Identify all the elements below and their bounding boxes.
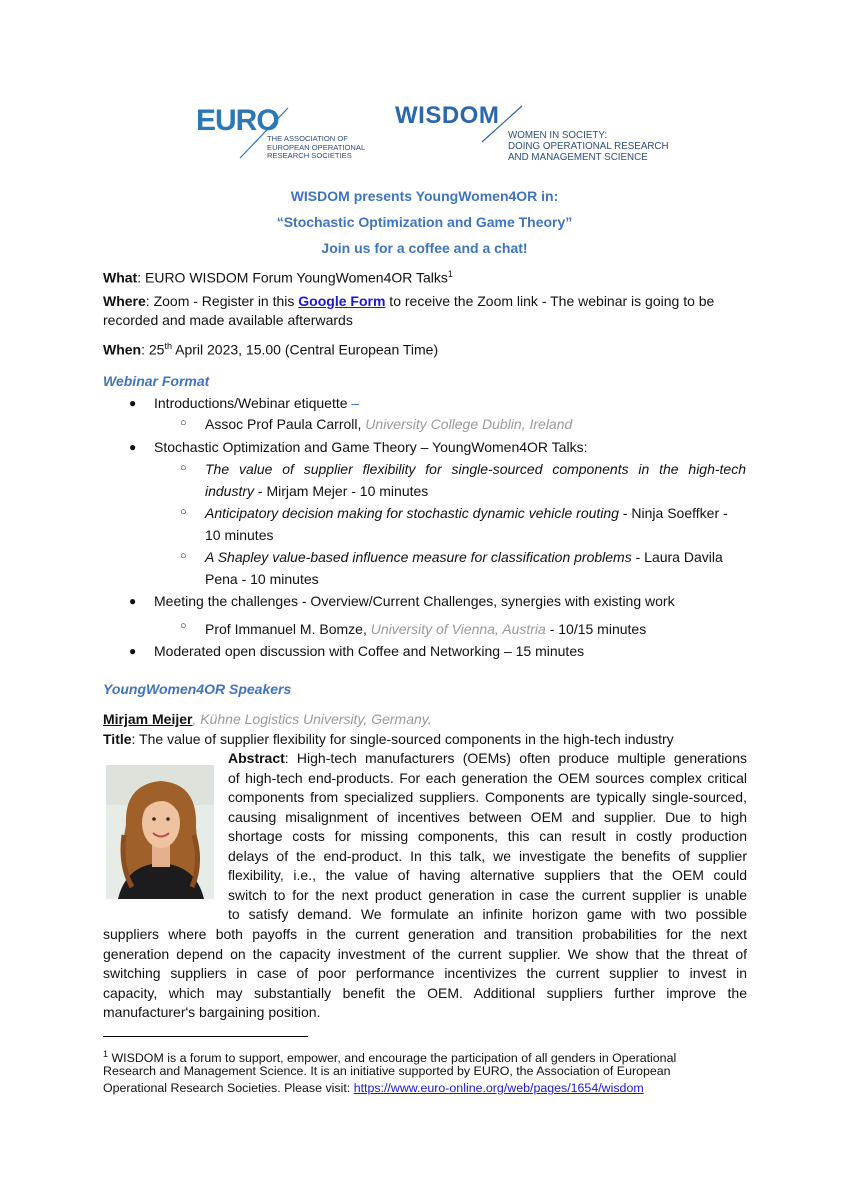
heading-line-1: WISDOM presents YoungWomen4OR in: <box>290 188 559 204</box>
euro-logo-subtitle: THE ASSOCIATION OF EUROPEAN OPERATIONAL RESEARCH SOCIETIES <box>267 134 366 161</box>
where-label: Where <box>103 293 146 309</box>
webinar-format-title: Webinar Format <box>103 373 210 389</box>
when-label: When <box>103 341 142 358</box>
what-line <box>103 265 453 288</box>
euro-logo-word: EURO <box>196 104 279 137</box>
footnote-line-2: Research and Management Science. It is an initiative supported by EURO, the Association of European <box>103 1064 671 1078</box>
speaker-affiliation: , Kühne Logistics University, Germany. <box>192 711 432 727</box>
footnote-divider <box>103 1036 308 1037</box>
what-value: : EURO WISDOM Forum YoungWomen4OR Talks <box>137 269 448 286</box>
challenges-speaker: Prof Immanuel M. Bomze, University of Vienna, Austria - 10/15 minutes <box>205 621 647 637</box>
speakers-title: YoungWomen4OR Speakers <box>103 681 292 697</box>
talk-title-line: Title: The value of supplier flexibility for single-sourced components in the high-tech industry <box>103 731 674 747</box>
circle-bullet-icon: ○ <box>180 550 187 562</box>
bullet-icon: ● <box>129 440 137 454</box>
circle-bullet-icon: ○ <box>180 462 187 474</box>
wisdom-logo-subtitle: WOMEN IN SOCIETY: DOING OPERATIONAL RESEARCH AND MANAGEMENT SCIENCE <box>508 130 669 163</box>
bullet-icon: ● <box>129 594 137 608</box>
agenda-intro: Introductions/Webinar etiquette – <box>154 395 360 411</box>
talk-2-line-2: 10 minutes <box>205 527 274 543</box>
where-pre: : Zoom - Register in this <box>145 293 299 309</box>
abstract-label: Abstract <box>228 750 285 766</box>
what-label: What <box>103 269 138 286</box>
circle-bullet-icon: ○ <box>180 506 187 518</box>
footnote-ref: 1 <box>447 269 453 279</box>
abstract-full: suppliers where both payoffs in the current generation and transition probabilities for the next generation depend on the capacity investment of the current supplier. We show that the threat of switching suppliers in case of poor performance incentivizes the current supplier to invest in capacity, which may substantially benefit the OEM. Additional suppliers further improve the manufacturer's bargaining position. <box>103 926 747 1020</box>
bullet-icon: ● <box>129 396 137 410</box>
when-sup: th <box>164 341 172 351</box>
talk-1-rest: industry - Mirjam Mejer - 10 minutes <box>205 483 429 499</box>
agenda-challenges: Meeting the challenges - Overview/Current Challenges, synergies with existing work <box>154 593 675 609</box>
where-line-2: recorded and made available afterwards <box>103 312 353 328</box>
when-line <box>103 337 438 360</box>
where-line <box>103 292 714 311</box>
agenda-discussion: Moderated open discussion with Coffee and Networking – 15 minutes <box>154 643 585 659</box>
agenda-talks: Stochastic Optimization and Game Theory – YoungWomen4OR Talks: <box>154 439 588 455</box>
heading-line-3: Join us for a coffee and a chat! <box>321 240 528 256</box>
talk-3-line-2: Pena - 10 minutes <box>205 571 319 587</box>
when-post: April 2023, 15.00 (Central European Time) <box>171 341 439 358</box>
google-form-link[interactable]: Google Form <box>298 293 386 309</box>
bullet-icon: ● <box>129 644 137 658</box>
where-post: to receive the Zoom link - The webinar is going to be <box>385 293 715 309</box>
speaker-name-line <box>103 710 432 730</box>
circle-bullet-icon: ○ <box>180 620 187 632</box>
speaker-photo <box>106 765 214 899</box>
wisdom-url-link[interactable]: https://www.euro-online.org/web/pages/1654/wisdom <box>353 1081 644 1095</box>
talk-3: A Shapley value-based influence measure for classification problems - Laura Davila <box>205 549 723 565</box>
talk-2: Anticipatory decision making for stochastic dynamic vehicle routing - Ninja Soeffker - <box>205 505 728 521</box>
when-pre: : 25 <box>141 341 165 358</box>
abstract-side: Abstract: High-tech manufacturers (OEMs) often produce multiple generations of high-tech end-products. For each generation the OEM sources complex critical components from specialized suppliers. Components are typically single-sourced, causing misalignment of incentives between OEM and supplier. Due to high shortage costs for missing components, this can result in costly production delays of the end-product. In this talk, we investigate the benefits of supplier flexibility, i.e., the value of having alternative suppliers that the OEM could switch to for the next product generation in case the current supplier is unable to satisfy demand. We formulate an infinite horizon game with two possible <box>228 750 747 922</box>
talk-1-title: The value of supplier flexibility for single-sourced components in the high-tech <box>205 461 746 477</box>
footnote-line-1: $^1$ WISDOM is a forum to support, empower, and encourage the participation of all genders in Operational <box>103 1049 677 1066</box>
intro-speaker: Assoc Prof Paula Carroll, University College Dublin, Ireland <box>205 416 573 432</box>
wisdom-logo-word: WISDOM <box>395 102 500 129</box>
footnote-line-3: Operational Research Societies. Please visit: https://www.euro-online.org/web/pages/1654/wisdom <box>103 1081 644 1095</box>
heading-line-2: “Stochastic Optimization and Game Theory” <box>276 214 573 230</box>
speaker-name: Mirjam Meijer <box>103 711 193 727</box>
circle-bullet-icon: ○ <box>180 417 187 429</box>
